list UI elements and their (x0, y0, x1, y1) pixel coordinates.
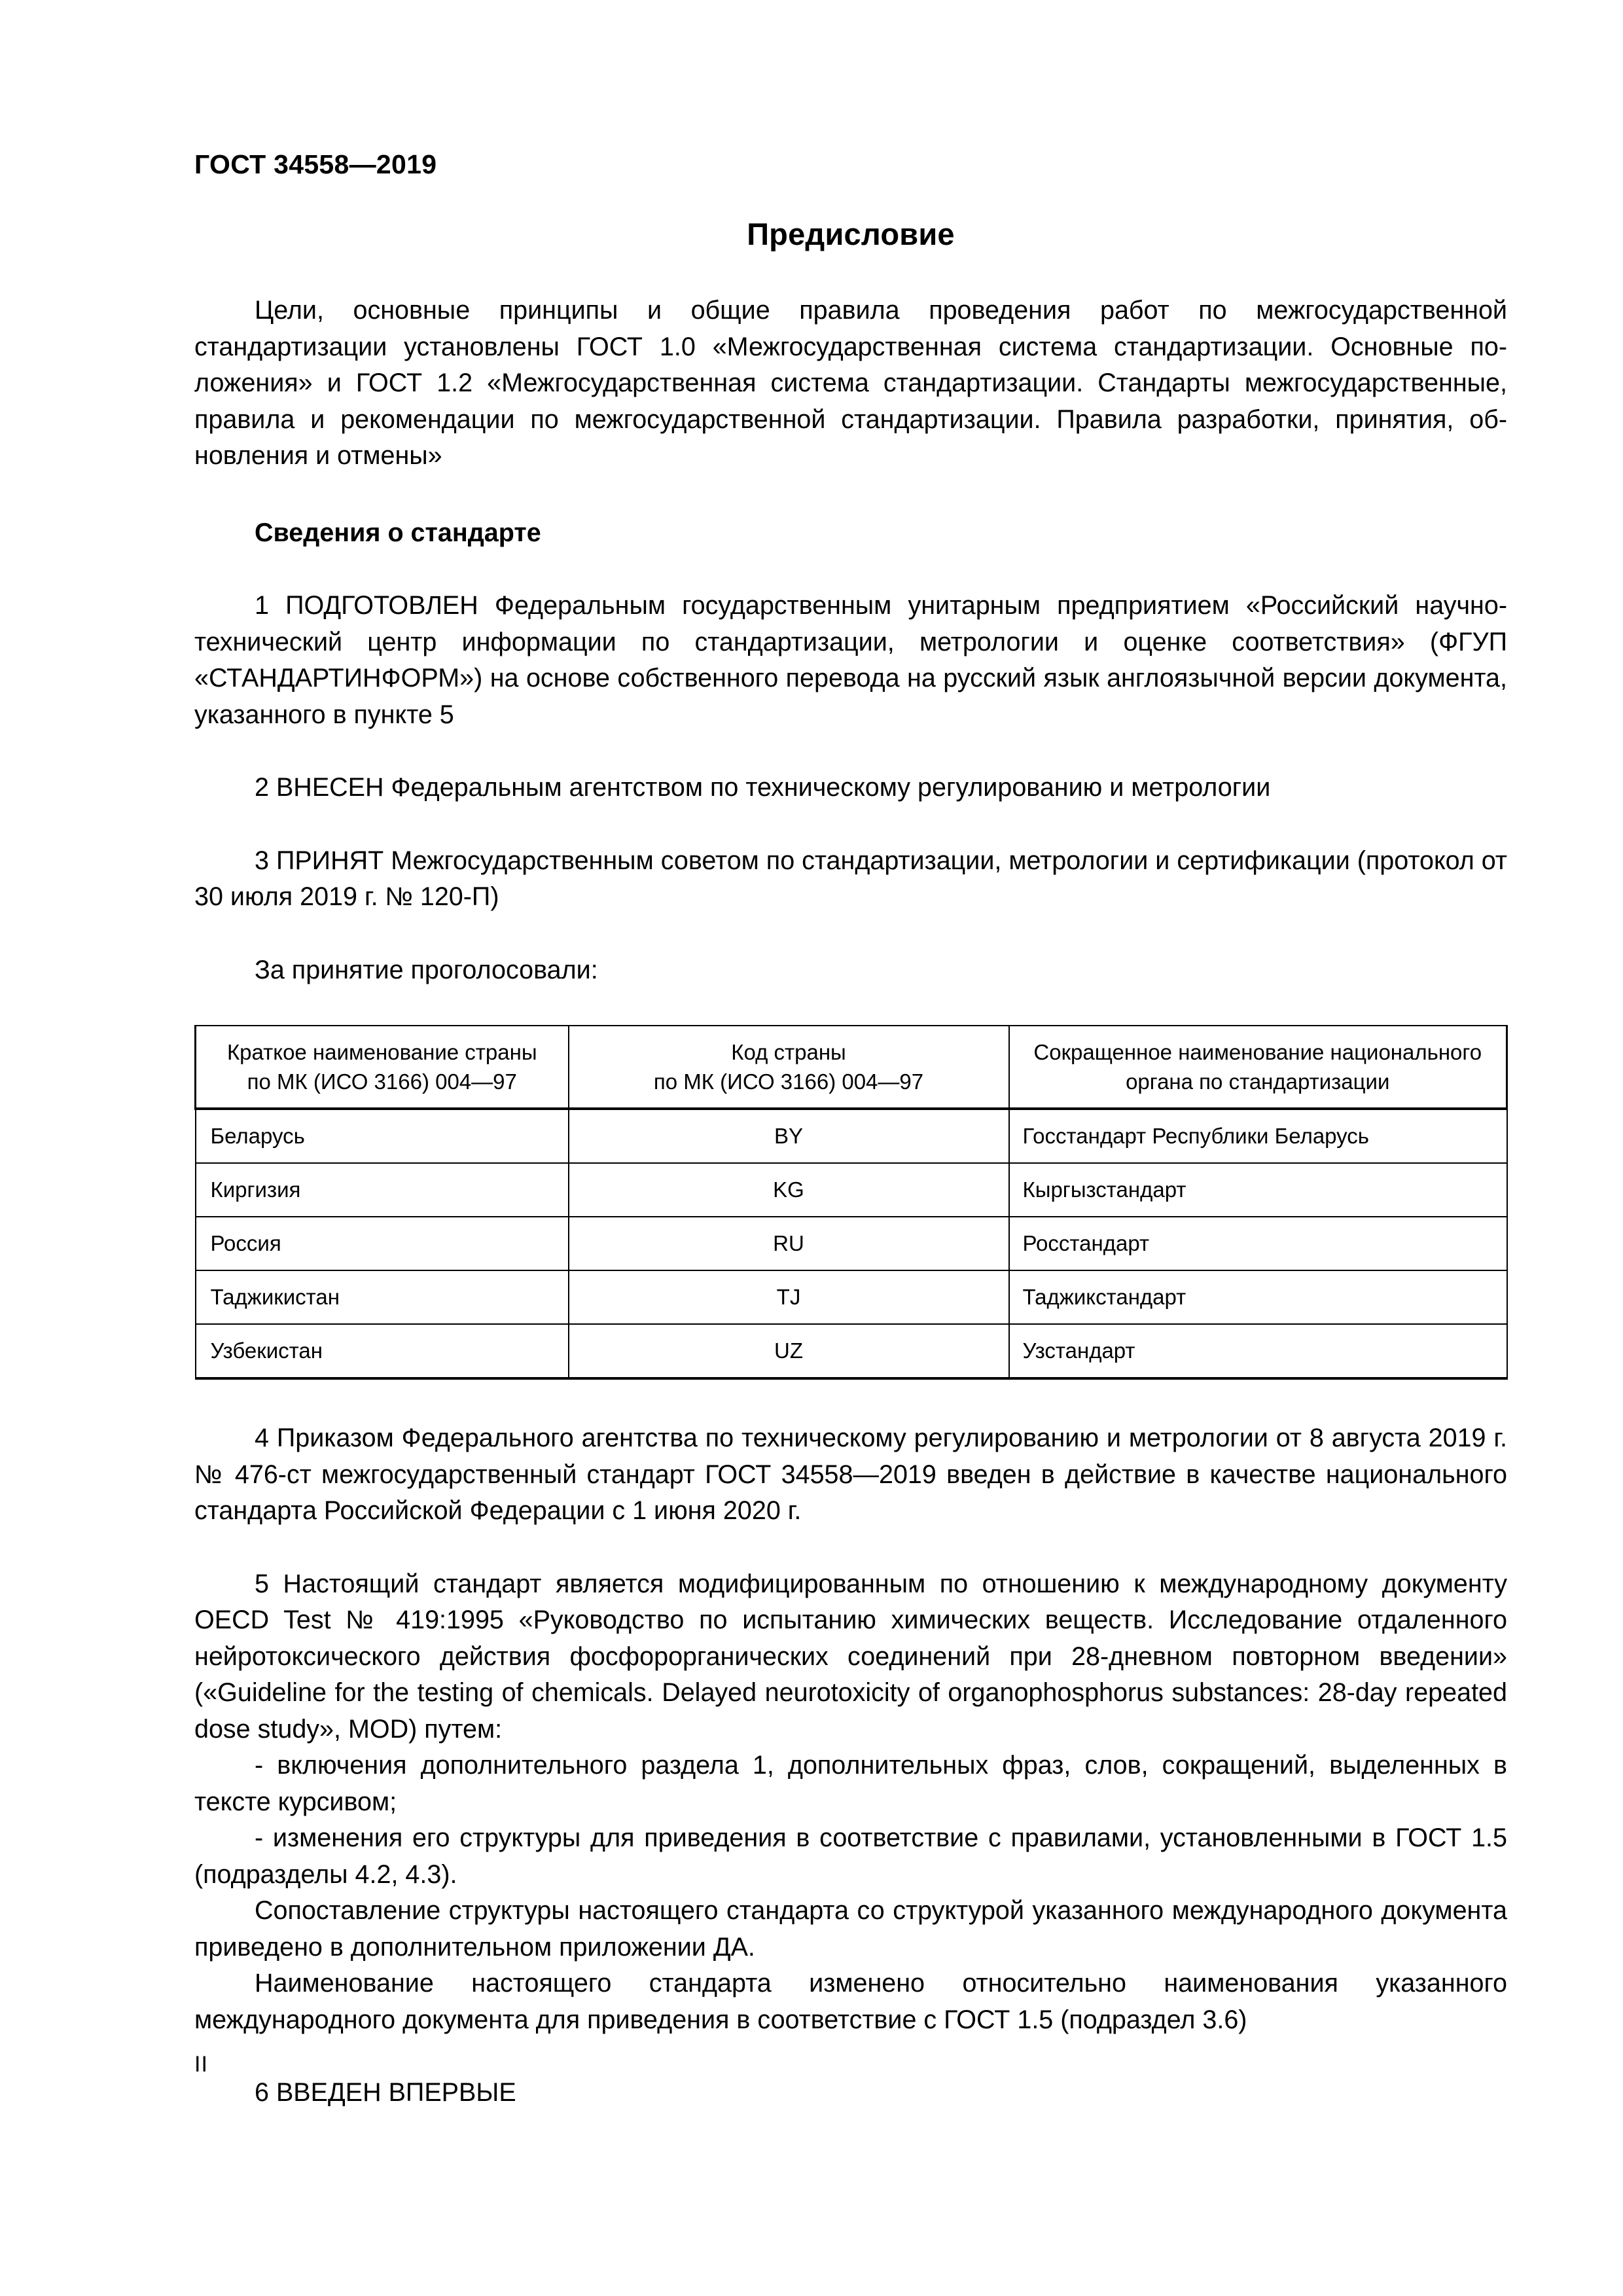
standard-info-item-5-bullet-1: - включения дополнительного раздела 1, дополнительных фраз, слов, сокращений, выделенных в тексте курсивом; (194, 1751, 1507, 1816)
spacer (194, 1380, 1507, 1420)
standard-info-item-5-bullet-2: - изменения его структуры для приведения в соответствие с правилами, установленными в ГОСТ 1.5 (подразделы 4.2, 4.3). (194, 1823, 1507, 1889)
column-header-country-name (196, 1026, 569, 1109)
spacer (194, 2038, 1507, 2075)
cell-country-code: KG (569, 1163, 1009, 1217)
vote-table-head (196, 1026, 1507, 1109)
cell-country-name: Беларусь (196, 1109, 569, 1163)
header-line-2: органа по стандартизации (1126, 1069, 1390, 1094)
standard-info-item-1: 1 ПОДГОТОВЛЕН Федеральным государственным унитарным предприятием «Российский научно-технический центр информации по стандартизации, метрологии и оценке соответствия» (ФГУП «СТАНДАРТИНФОРМ») на основе собственного перевода на русский язык англоязычной версии документа, указанного в пункте 5 (194, 591, 1507, 729)
standard-info-item-4: 4 Приказом Федерального агентства по техническому регулированию и метрологии от 8 августа 2019 г. № 476-ст межгосударственный стандарт ГОСТ 34558—2019 введен в действие в качестве национального стандарта Российской Федерации с 1 июня 2020 г. (194, 1424, 1507, 1525)
column-header-national-body (1009, 1026, 1507, 1109)
spacer (194, 733, 1507, 770)
standard-info-item-5: 5 Настоящий стандарт является модифицированным по отношению к международному документу OECD Test № 419:1995 «Руководство по испытанию химических веществ. Исследование отдаленного нейротоксического действия фосфорорганических соединений при 28-дневном повторном введении» («Guideline for the testing of chemicals. Delayed neurotoxicity of organophosphorus substances: 28-day repeated dose study», MOD) путем: (194, 1569, 1507, 1744)
table-row (196, 1324, 1507, 1378)
cell-national-body: Кыргызстандарт (1009, 1163, 1507, 1217)
header-line-1: Код страны (731, 1040, 846, 1064)
spacer (194, 475, 1507, 515)
standard-info-heading: Сведения о стандарте (255, 518, 541, 547)
cell-country-code: TJ (569, 1270, 1009, 1324)
spacer (194, 806, 1507, 843)
standard-info-item-5-note-2: Наименование настоящего стандарта изменено относительно наименования указанного международного документа для приведения в соответствие с ГОСТ 1.5 (подраздел 3.6) (194, 1969, 1507, 2034)
standard-info-item-2: 2 ВНЕСЕН Федеральным агентством по техническому регулированию и метрологии (255, 773, 1271, 802)
spacer (194, 916, 1507, 952)
page-number: II (194, 2052, 208, 2077)
page-title: Предисловие (747, 217, 955, 251)
running-head-standard-number: ГОСТ 34558—2019 (194, 149, 437, 179)
table-header-row (196, 1026, 1507, 1109)
spacer (194, 988, 1507, 1025)
spacer (194, 1530, 1507, 1566)
cell-national-body: Узстандарт (1009, 1324, 1507, 1378)
header-line-2: по МК (ИСО 3166) 004—97 (247, 1069, 517, 1094)
standard-info-item-6: 6 ВВЕДЕН ВПЕРВЫЕ (255, 2078, 516, 2107)
cell-country-code: UZ (569, 1324, 1009, 1378)
column-header-country-code (569, 1026, 1009, 1109)
vote-table-container (194, 1025, 1507, 1380)
vote-table (194, 1025, 1508, 1380)
cell-country-name: Россия (196, 1217, 569, 1270)
header-line-1: Краткое наименование страны (226, 1040, 537, 1064)
vote-table-body (196, 1109, 1507, 1378)
table-row (196, 1270, 1507, 1324)
cell-country-name: Киргизия (196, 1163, 569, 1217)
cell-national-body: Таджикстандарт (1009, 1270, 1507, 1324)
standard-info-item-5-note-1: Сопоставление структуры настоящего стандарта со структурой указанного международного документа приведено в дополнительном приложении ДА. (194, 1896, 1507, 1962)
intro-paragraph: Цели, основные принципы и общие правила проведения работ по межгосударственной стандартизации установлены ГОСТ 1.0 «Межгосударственная система стандартизации. Основные положения» и ГОСТ 1.2 «Межгосударственная система стандартизации. Стандарты межгосударственные, правила и рекомендации по межгосударственной стандартизации. Правила разработки, принятия, обновления и отмены» (194, 296, 1507, 470)
cell-national-body: Росстандарт (1009, 1217, 1507, 1270)
table-row (196, 1109, 1507, 1163)
header-line-2: по МК (ИСО 3166) 004—97 (653, 1069, 924, 1094)
header-line-1: Сокращенное наименование национального (1033, 1040, 1482, 1064)
vote-intro-text: За принятие проголосовали: (255, 955, 598, 984)
spacer (194, 551, 1507, 588)
table-row (196, 1163, 1507, 1217)
cell-country-code: BY (569, 1109, 1009, 1163)
cell-country-name: Таджикистан (196, 1270, 569, 1324)
cell-national-body: Госстандарт Республики Беларусь (1009, 1109, 1507, 1163)
standard-info-item-3: 3 ПРИНЯТ Межгосударственным советом по стандартизации, метрологии и сертификации (протокол от 30 июля 2019 г. № 120-П) (194, 846, 1507, 911)
cell-country-code: RU (569, 1217, 1009, 1270)
table-row (196, 1217, 1507, 1270)
page-content (194, 216, 1507, 2111)
cell-country-name: Узбекистан (196, 1324, 569, 1378)
